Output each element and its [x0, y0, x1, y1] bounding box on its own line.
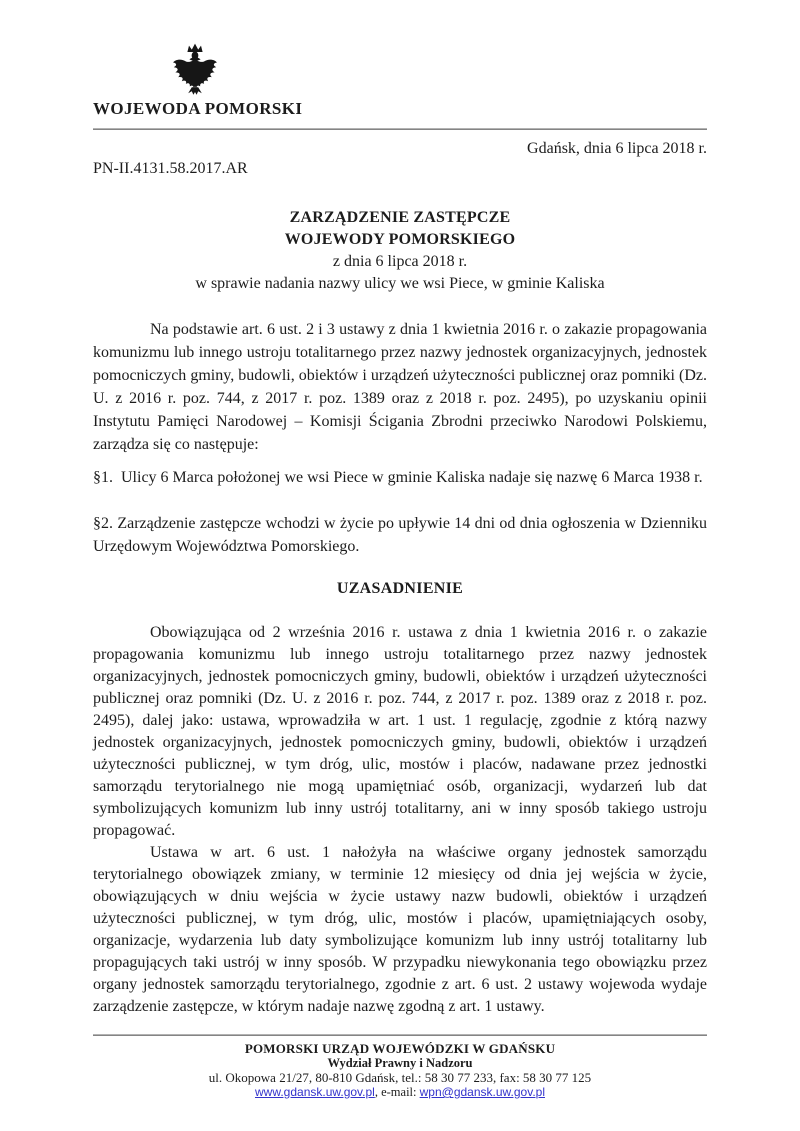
- footer-department: Wydział Prawny i Nadzoru: [327, 1056, 473, 1070]
- title-line-3: z dnia 6 lipca 2018 r.: [332, 253, 468, 270]
- title-line-4: w sprawie nadania nazwy ulicy we wsi Piece, w gminie Kaliska: [195, 275, 605, 292]
- polish-eagle-emblem: [171, 40, 219, 96]
- justification-paragraph-1: Obowiązująca od 2 września 2016 r. ustawa z dnia 1 kwietnia 2016 r. o zakazie propagowania komunizmu lub innego ustroju totalitarnego przez nazwy jednostek organizacyjnych, jednostek pomocniczych gminy, budowli, obiektów i urządzeń użyteczności publicznej oraz pomniki (Dz. U. z 2016 r. poz. 744, z 2017 r. poz. 1389 oraz z 2018 r. poz. 2495), dalej jako: ustawa, wprowadziła w art. 1 ust. 1 regulację, zgodnie z którą nazwy jednostek organizacyjnych, jednostek pomocniczych gminy, budowli, obiektów i urządzeń użyteczności publicznej, w tym dróg, ulic, mostów i placów, nadawane przez jednostki samorządu terytorialnego nie mogą upamiętniać osób, organizacji, wydarzeń lub dat symbolizujących komunizm lub inny ustrój totalitarny, ani w inny sposób takiego ustroju propagować.: [93, 624, 707, 839]
- section-2-paragraph: §2. Zarządzenie zastępcze wchodzi w życie po upływie 14 dni od dnia ogłoszenia w Dzienniku Urzędowym Województwa Pomorskiego.: [93, 515, 707, 555]
- footer: [93, 1034, 707, 1100]
- header-divider: [93, 128, 707, 130]
- document-title: [93, 207, 707, 295]
- website-link[interactable]: www.gdansk.uw.gov.pl: [255, 1085, 375, 1099]
- title-line-2: WOJEWODY POMORSKIEGO: [284, 231, 516, 248]
- email-label: , e-mail:: [374, 1085, 420, 1099]
- footer-address: ul. Okopowa 21/27, 80-810 Gdańsk, tel.: 58 30 77 233, fax: 58 30 77 125: [208, 1070, 592, 1085]
- footer-links: [93, 1085, 707, 1100]
- preamble-paragraph: Na podstawie art. 6 ust. 2 i 3 ustawy z dnia 1 kwietnia 2016 r. o zakazie propagowania komunizmu lub innego ustroju totalitarnego przez nazwy jednostek organizacyjnych, jednostek pomocniczych gminy, budowli, obiektów i urządzeń użyteczności publicznej oraz pomniki (Dz. U. z 2016 r. poz. 744, z 2017 r. poz. 1389 oraz z 2018 r. poz. 2495), po uzyskaniu opinii Instytutu Pamięci Narodowej – Komisji Ścigania Zbrodni przeciwko Narodowi Polskiemu, zarządza się co następuje:: [93, 321, 707, 453]
- place-date: Gdańsk, dnia 6 lipca 2018 r.: [527, 140, 707, 157]
- footer-divider: [93, 1034, 707, 1036]
- title-line-1: ZARZĄDZENIE ZASTĘPCZE: [289, 209, 511, 226]
- section-1-paragraph: §1. Ulicy 6 Marca położonej we wsi Piece w gminie Kaliska nadaje się nazwę 6 Marca 1938 r.: [93, 469, 703, 486]
- case-number: PN-II.4131.58.2017.AR: [93, 160, 248, 177]
- email-link[interactable]: wpn@gdansk.uw.gov.pl: [419, 1085, 545, 1099]
- footer-office-name: POMORSKI URZĄD WOJEWÓDZKI W GDAŃSKU: [244, 1041, 556, 1056]
- justification-paragraph-2: Ustawa w art. 6 ust. 1 nałożyła na właściwe organy jednostek samorządu terytorialnego obowiązek zmiany, w terminie 12 miesięcy od dnia jej wejścia w życie, obowiązujących w dniu wejścia w życie ustawy nazw budowli, obiektów i urządzeń użyteczności publicznej, w tym dróg, ulic, mostów i placów, upamiętniających osoby, organizacje, wydarzenia lub daty symbolizujące komunizm lub inny ustrój totalitarny lub propagujących taki ustrój w inny sposób. W przypadku niewykonania tego obowiązku przez organy jednostek samorządu terytorialnego, zgodnie z art. 6 ust. 2 ustawy wojewoda wydaje zarządzenie zastępcze, w którym nadaje nazwę zgodną z art. 1 ustawy.: [93, 844, 707, 1015]
- letterhead: [93, 40, 303, 119]
- justification-heading: UZASADNIENIE: [336, 580, 464, 597]
- office-name: WOJEWODA POMORSKI: [93, 99, 303, 118]
